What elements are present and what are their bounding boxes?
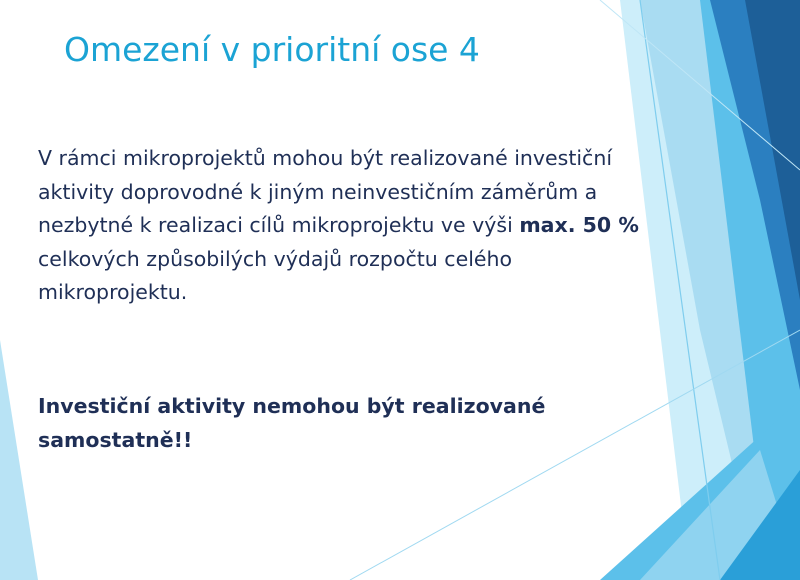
body-paragraph [38,142,658,310]
left-facet [0,340,38,580]
paragraph-text-start: V rámci mikroprojektů mohou být realizované investiční aktivity doprovodné k jiným neinvestičním záměrům a nezbytné k realizaci cílů mikroprojektu ve výši [38,146,613,237]
paragraph-emphasis: max. 50 % [519,213,639,237]
warning-text: Investiční aktivity nemohou být realizované samostatně!! [38,394,546,452]
slide-title: Omezení v prioritní ose 4 [64,30,480,69]
paragraph-text-end: celkových způsobilých výdajů rozpočtu celého mikroprojektu. [38,246,513,304]
